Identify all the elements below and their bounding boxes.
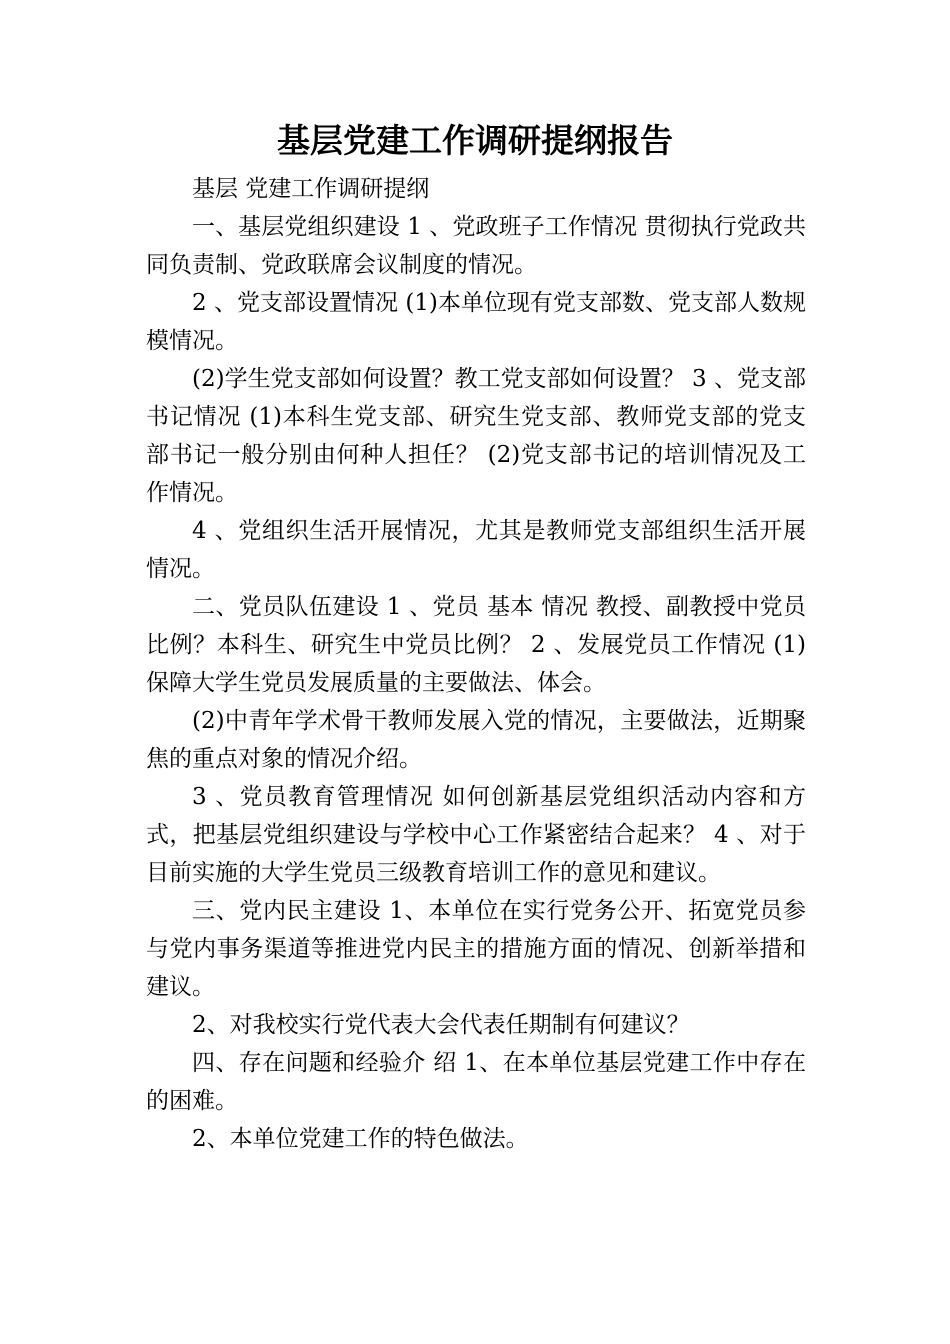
- paragraph-section-2: 二、党员队伍建设 1 、党员 基本 情况 教授、副教授中党员比例？本科生、研究生中党员比例？ 2 、发展党员工作情况 (1)保障大学生党员发展质量的主要做法、体会。: [146, 594, 806, 696]
- paragraph-young-teachers: (2)中青年学术骨干教师发展入党的情况，主要做法，近期聚焦的重点对象的情况介绍。: [146, 708, 806, 772]
- paragraph-section-1: 一、基层党组织建设 1 、党政班子工作情况 贯彻执行党政共同负责制、党政联席会议制度的情况。: [146, 214, 806, 278]
- paragraph-section-3: 三、党内民主建设 1、本单位在实行党务公开、拓宽党员参与党内事务渠道等推进党内民主的措施方面的情况、创新举措和建议。: [146, 898, 806, 1000]
- document-body: [146, 170, 806, 1158]
- paragraph-characteristic-practices: 2、本单位党建工作的特色做法。: [192, 1126, 529, 1152]
- paragraph-branch-secretary: (2)学生党支部如何设置？教工党支部如何设置？ 3 、党支部书记情况 (1)本科生党支部、研究生党支部、教师党支部的党支部书记一般分别由何种人担任？ (2)党支部书记的培训情况及工作情况。: [146, 366, 806, 506]
- paragraph-congress-term: 2、对我校实行党代表大会代表任期制有何建议？: [192, 1012, 690, 1038]
- document-title: 基层党建工作调研提纲报告: [277, 121, 673, 160]
- paragraph-organization-life: 4 、党组织生活开展情况，尤其是教师党支部组织生活开展情况。: [146, 518, 806, 582]
- paragraph-member-education: 3 、党员教育管理情况 如何创新基层党组织活动内容和方式，把基层党组织建设与学校中心工作紧密结合起来？ 4 、对于目前实施的大学生党员三级教育培训工作的意见和建议。: [146, 784, 806, 886]
- paragraph-subtitle: 基层 党建工作调研提纲: [192, 176, 430, 202]
- paragraph-section-4: 四、存在问题和经验介 绍 1、在本单位基层党建工作中存在的困难。: [146, 1050, 806, 1114]
- paragraph-branch-setup: 2 、党支部设置情况 (1)本单位现有党支部数、党支部人数规模情况。: [146, 290, 806, 354]
